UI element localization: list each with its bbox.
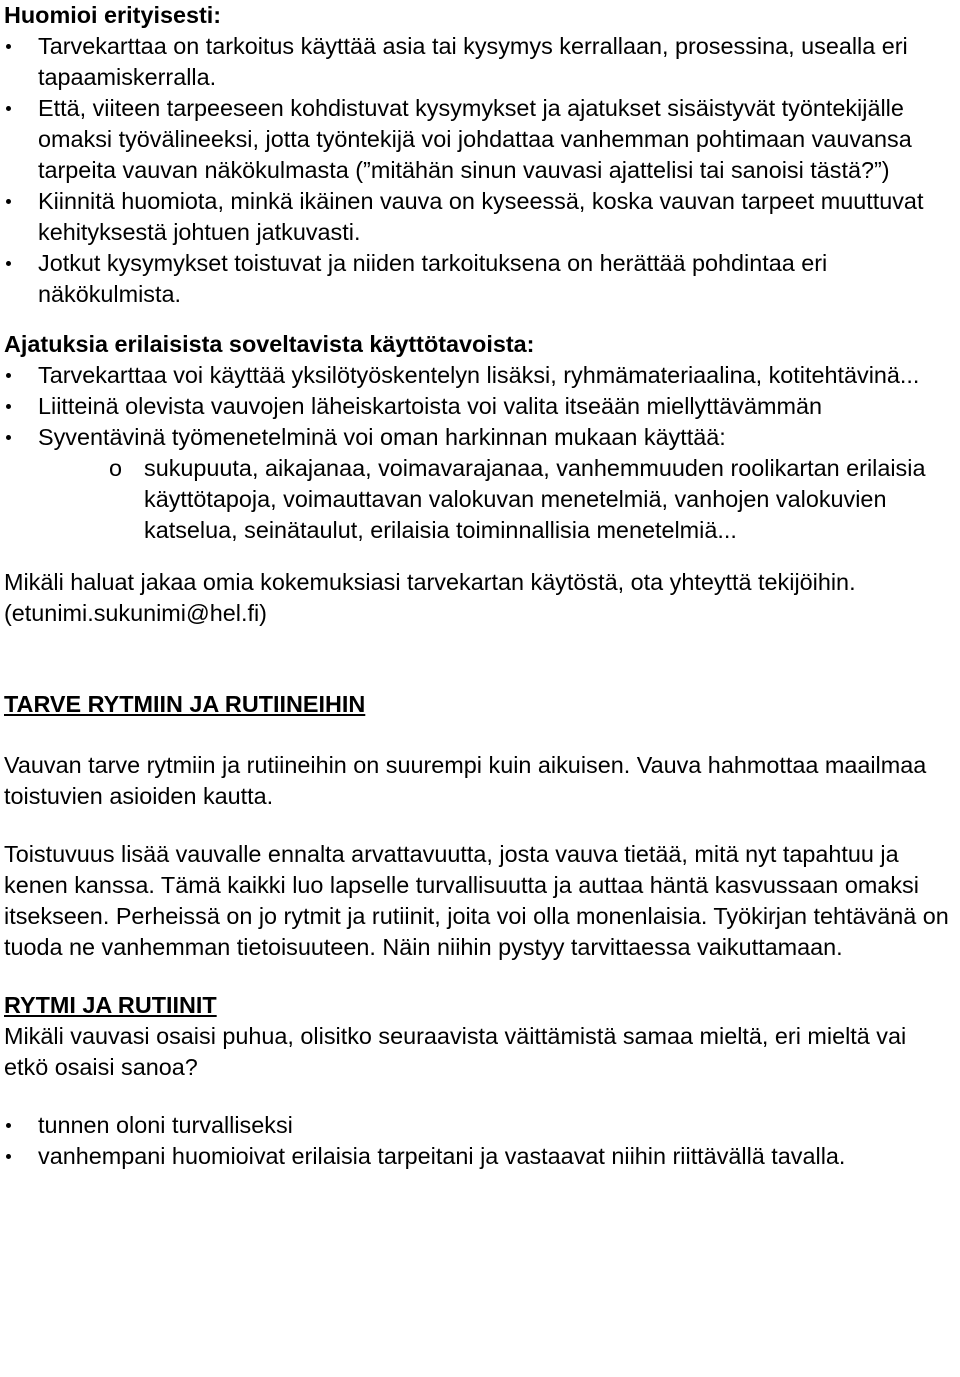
sub-bullet-marker: o — [109, 455, 123, 481]
list-item-text: Syventävinä työmenetelminä voi oman harkinnan mukaan käyttää: — [38, 424, 726, 450]
list-item — [4, 422, 956, 546]
list-item: Tarvekarttaa voi käyttää yksilötyöskentelyn lisäksi, ryhmämateriaalina, kotitehtävinä... — [4, 360, 956, 391]
section-heading-ajatuksia: Ajatuksia erilaisista soveltavista käyttötavoista: — [4, 331, 535, 357]
section-heading-huomioi: Huomioi erityisesti: — [4, 2, 222, 28]
paragraph: Vauvan tarve rytmiin ja rutiineihin on suurempi kuin aikuisen. Vauva hahmottaa maailmaa toistuvien asioiden kautta. — [4, 752, 927, 809]
paragraph: Mikäli vauvasi osaisi puhua, olisitko seuraavista väittämistä samaa mieltä, eri mieltä vai etkö osaisi sanoa? — [4, 1023, 907, 1080]
list-item: tunnen oloni turvalliseksi — [4, 1110, 956, 1141]
list-item: Tarvekarttaa on tarkoitus käyttää asia tai kysymys kerrallaan, prosessina, usealla eri tapaamiskerralla. — [4, 31, 956, 93]
bullet-list-huomioi — [4, 31, 956, 310]
list-item: Jotkut kysymykset toistuvat ja niiden tarkoituksena on herättää pohdintaa eri näkökulmista. — [4, 248, 956, 310]
sub-list — [38, 453, 956, 546]
section-heading-tarve: TARVE RYTMIIN JA RUTIINEIHIN — [4, 691, 366, 717]
list-item: Liitteinä olevista vauvojen läheiskartoista voi valita itseään miellyttävämmän — [4, 391, 956, 422]
paragraph: Toistuvuus lisää vauvalle ennalta arvattavuutta, josta vauva tietää, mitä nyt tapahtuu ja kenen kanssa. Tämä kaikki luo lapselle turvallisuutta ja auttaa häntä kasvussaan omaksi itsekseen. Perheissä on jo rytmit ja rutiinit, joita voi olla monenlaisia. Työkirjan tehtävänä on tuoda ne vanhemman tietoisuuteen. Näin niihin pystyy tarvittaessa vaikuttamaan. — [4, 841, 949, 960]
list-item: Kiinnitä huomiota, minkä ikäinen vauva on kyseessä, koska vauvan tarpeet muuttuvat kehityksestä johtuen jatkuvasti. — [4, 186, 956, 248]
contact-paragraph: Mikäli haluat jakaa omia kokemuksiasi tarvekartan käytöstä, ota yhteyttä tekijöihin. (etunimi.sukunimi@hel.fi) — [4, 569, 856, 626]
list-item: Että, viiteen tarpeeseen kohdistuvat kysymykset ja ajatukset sisäistyvät työntekijälle omaksi työvälineeksi, jotta työntekijä voi johdattaa vanhemman pohtimaan vauvansa tarpeita vauvan näkökulmasta (”mitähän sinun vauvasi ajattelisi tai sanoisi tästä?”) — [4, 93, 956, 186]
bullet-list-rytmi — [4, 1110, 956, 1172]
sub-list-item — [38, 453, 956, 546]
document-page — [4, 0, 956, 1172]
list-item: vanhempani huomioivat erilaisia tarpeitani ja vastaavat niihin riittävällä tavalla. — [4, 1141, 956, 1172]
bullet-list-ajatuksia — [4, 360, 956, 546]
section-heading-rytmi: RYTMI JA RUTIINIT — [4, 992, 217, 1018]
sub-list-item-text: sukupuuta, aikajanaa, voimavarajanaa, vanhemmuuden roolikartan erilaisia käyttötapoja, voimauttavan valokuvan menetelmiä, vanhojen valokuvien katselua, seinätaulut, erilaisia toiminnallisia menetelmiä... — [144, 455, 926, 543]
